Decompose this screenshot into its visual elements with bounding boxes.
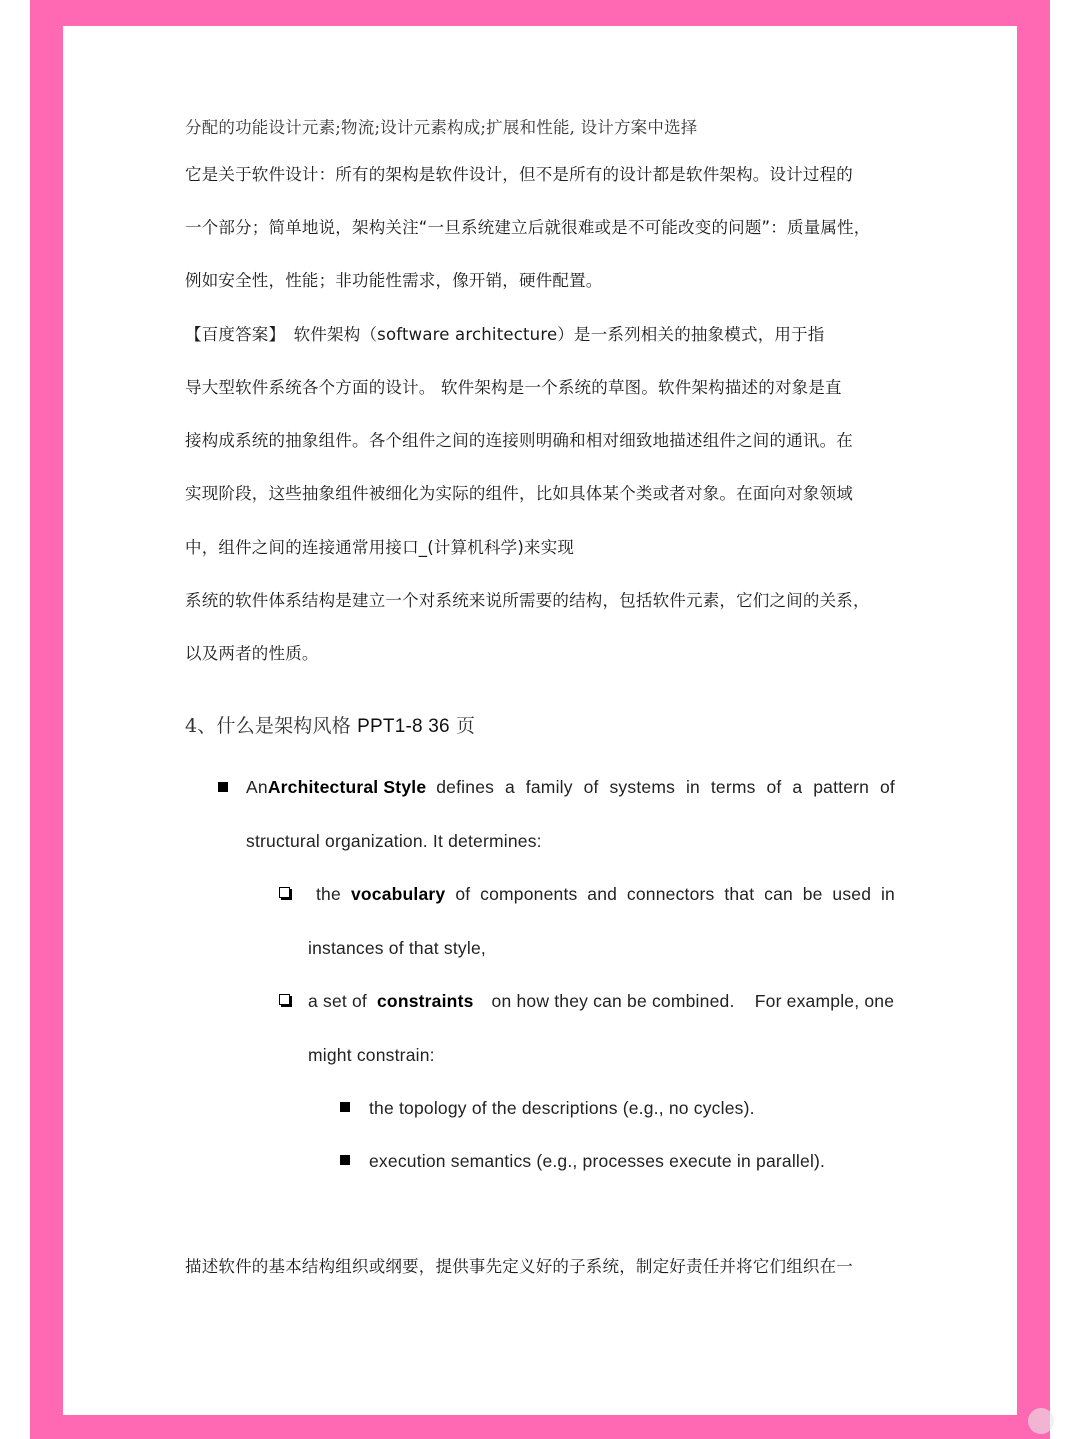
text-line-3: 一个部分；简单地说，架构关注“一旦系统建立后就很难或是不可能改变的问题”：质量属性，	[185, 218, 871, 237]
text-line-10: 系统的软件体系结构是建立一个对系统来说所需要的结构，包括软件元素，它们之间的关系，	[185, 591, 870, 610]
bullet-1-post-wrap	[436, 775, 895, 799]
text-line-5: 【百度答案】 软件架构（software architecture）是一系列相关的抽象模式，用于指	[185, 325, 825, 344]
watermark-icon	[1028, 1408, 1054, 1434]
checkbox-bullet-icon	[279, 887, 290, 898]
text-line-9: 中，组件之间的连接通常用接口_(计算机科学)来实现	[185, 538, 575, 557]
tertiary-bullet-2: execution semantics (e.g., processes execute in parallel).	[369, 1151, 826, 1171]
sub-bullet-2-bold: constraints	[377, 991, 474, 1011]
sub-bullet-1-line	[316, 882, 895, 906]
sub-bullet-2-line	[308, 989, 895, 1013]
sub-bullet-1-pre: the	[316, 884, 341, 904]
sub-bullet-1-bold: vocabulary	[350, 884, 446, 904]
text-line-7: 接构成系统的抽象组件。各个组件之间的连接则明确和相对细致地描述组件之间的通讯。在	[185, 431, 853, 450]
square-bullet-icon	[218, 782, 228, 792]
text-line-4: 例如安全性，性能；非功能性需求，像开销，硬件配置。	[185, 271, 603, 290]
tertiary-bullet-1: the topology of the descriptions (e.g., no cycles).	[369, 1098, 755, 1118]
text-line-1: 分配的功能设计元素;物流;设计元素构成;扩展和性能, 设计方案中选择	[185, 118, 698, 137]
sub-bullet-1-post: of components and connectors that can be used in	[455, 884, 895, 904]
text-line-2: 它是关于软件设计：所有的架构是软件设计，但不是所有的设计都是软件架构。设计过程的	[185, 165, 853, 184]
square-bullet-icon	[340, 1102, 350, 1112]
sub-bullet-2-post: on how they can be combined. For example, one	[491, 991, 895, 1011]
text-line-last: 描述软件的基本结构组织或纲要，提供事先定义好的子系统，制定好责任并将它们组织在一	[185, 1257, 853, 1276]
bullet-1-pre: An	[246, 777, 268, 797]
section-heading	[185, 714, 900, 739]
square-bullet-icon	[340, 1155, 350, 1165]
heading-ppt: PPT1-8 36	[357, 716, 450, 737]
sub-bullet-2-pre: a set of	[308, 991, 367, 1011]
text-line-8: 实现阶段，这些抽象组件被细化为实际的组件，比如具体某个类或者对象。在面向对象领域	[185, 484, 853, 503]
bullet-1-line	[246, 775, 895, 799]
bullet-1-bold: Architectural Style	[267, 777, 427, 797]
heading-suffix: 页	[456, 715, 476, 737]
sub-bullet-1-continuation: instances of that style,	[308, 938, 486, 958]
heading-prefix: 4、什么是架构风格	[185, 715, 351, 737]
text-line-11: 以及两者的性质。	[185, 644, 319, 663]
sub-bullet-2-continuation: might constrain:	[308, 1045, 435, 1065]
checkbox-bullet-icon	[279, 994, 290, 1005]
bullet-1-continuation: structural organization. It determines:	[246, 831, 542, 851]
text-line-6: 导大型软件系统各个方面的设计。 软件架构是一个系统的草图。软件架构描述的对象是直	[185, 378, 842, 397]
bullet-1-post: defines a family of systems in terms of a pattern of	[436, 777, 895, 797]
